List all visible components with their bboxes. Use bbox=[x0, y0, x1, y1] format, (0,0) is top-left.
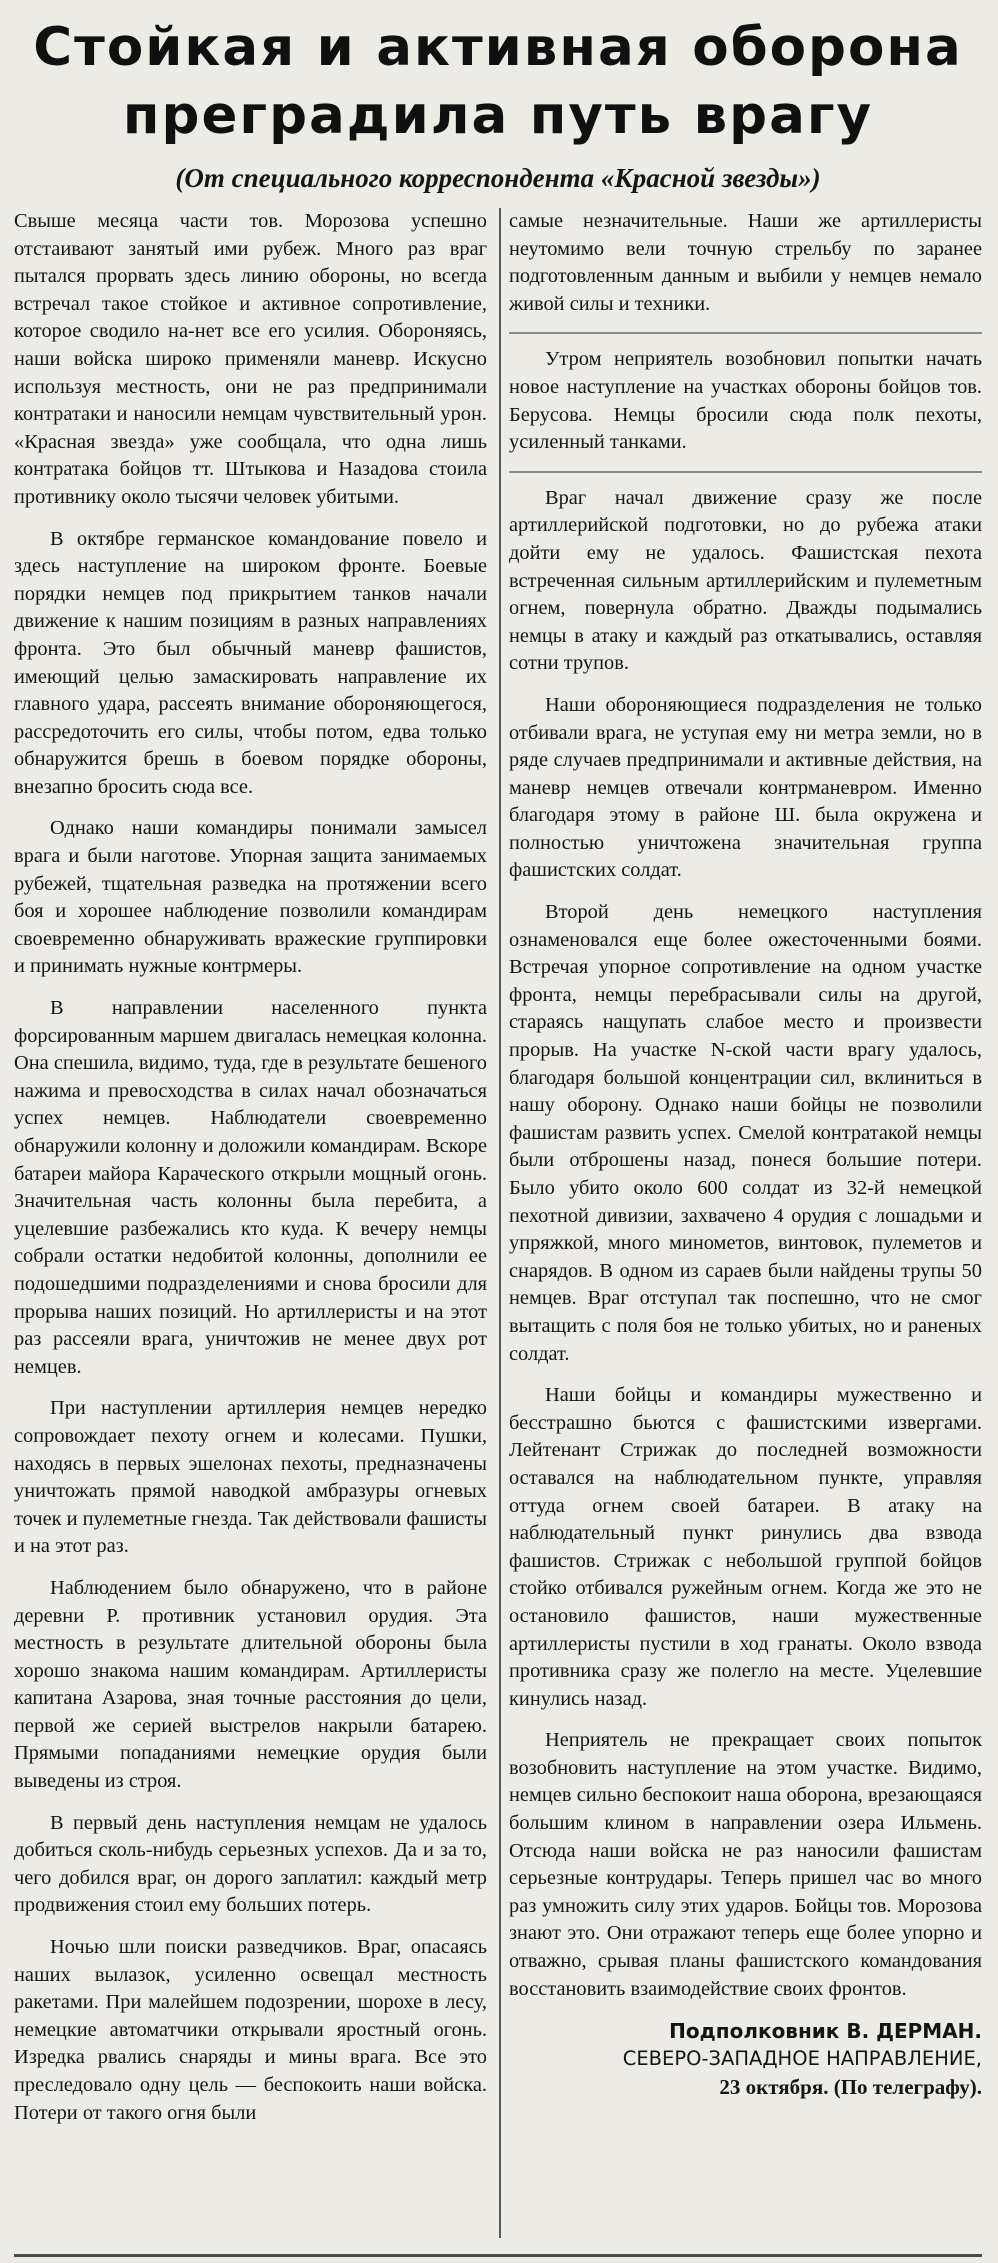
paragraph: Наши бойцы и командиры мужественно и бесстрашно бьются с фашистскими извергами. Лейтенант Стрижак до последней возможности оставался на наблюдательном пункте, управляя оттуда огнем своей батареи. В атаку на наблюдательный пункт ринулись два взвода фашистов. Стрижак с небольшой группой бойцов стойко отбивался ружейным огнем. Когда же это не остановило фашистов, наши мужественные артиллеристы пустили в ход гранаты. Около взвода противника сразу же полегло на месте. Уцелевшие кинулись назад. bbox=[509, 1384, 982, 1710]
paragraph: В первый день наступления немцам не удалось добиться сколь-нибудь серьезных успехов. Да и за то, чего добился враг, он дорого заплатил: каждый метр продвижения стоил ему больших потерь. bbox=[14, 1811, 487, 1917]
paragraph: Наши обороняющиеся подразделения не только отбивали врага, не уступая ему ни метра земли, но в ряде случаев предпринимали и активные действия, на маневр немцев отвечали контрманевром. Именно благодаря этому в районе Ш. была окружена и полностью уничтожена значительная группа фашистских солдат. bbox=[509, 693, 982, 882]
paragraph: Однако наши командиры понимали замысел врага и были наготове. Упорная защита занимаемых рубежей, тщательная разведка на протяжении всего боя и хорошее наблюдение позволили командирам своевременно обнаруживать вражеские группировки и принимать нужные контрмеры. bbox=[14, 817, 487, 978]
paragraph: При наступлении артиллерия немцев нередко сопровождает пехоту огнем и колесами. Пушки, находясь в первых эшелонах пехоты, предназначены уничтожать прямой наводкой амбразуры огневых точек и пулеметные гнезда. Так действовали фашисты и на этот раз. bbox=[14, 1397, 487, 1558]
headline-line-1: Стойкая и активная оборона bbox=[33, 17, 963, 78]
paragraph: В октябре германское командование повело и здесь наступление на широком фронте. Боевые порядки немцев под прикрытием танков начали движение к нашим позициям в разных направлениях фронта. Это был обычный маневр фашистов, имеющий целью замаскировать направление их главного удара, рассеять внимание обороняющегося, рассредоточить его силы, чтобы потом, едва только обнаружится брешь в боевом порядке обороны, внезапно бросить сюда все. bbox=[14, 527, 487, 798]
paragraph: Неприятель не прекращает своих попыток возобновить наступление на этом участке. Видимо, немцев сильно беспокоит наша оборона, врезающаяся большим клином в направлении озера Ильмень. Отсюда наши войска не раз наносили фашистам серьезные контрудары. Теперь пришел час во много раз умножить силу этих ударов. Бойцы тов. Морозова знают это. Они отражают теперь еще более упорно и отважно, срывая планы фашистского командования восстановить взаимодействие своих фронтов. bbox=[509, 1729, 982, 2000]
byline-direction: СЕВЕРО-ЗАПАДНОЕ НАПРАВЛЕНИЕ, bbox=[622, 2047, 982, 2071]
article-body bbox=[14, 208, 982, 2238]
paragraph: Свыше месяца части тов. Морозова успешно отстаивают занятый ими рубеж. Много раз враг пытался прорвать здесь линию обороны, но всегда встречал такое стойкое и активное сопротивление, которое сводило на-нет все его усилия. Обороняясь, наши войска широко применяли маневр. Искусно используя местность, они не раз предпринимали контратаки и наносили немцам чувствительный урон. «Красная звезда» уже сообщала, что одна лишь контратака бойцов тт. Штыкова и Назадова стоила противнику около тысячи человек убитыми. bbox=[14, 210, 487, 508]
byline-date: 23 октября. (По телеграфу). bbox=[719, 2075, 982, 2100]
paragraph: Второй день немецкого наступления ознаменовался еще более ожесточенными боями. Встречая упорное сопротивление на одном участке фронта, немцы перебрасывали силы на другой, стараясь нащупать слабое место и произвести прорыв. На участке N-ской части врагу удалось, благодаря большой концентрации сил, вклиниться в нашу оборону. Однако наши бойцы не позволили фашистам развить успех. Смелой контратакой немцы были отброшены назад, понеся большие потери. Было убито около 600 солдат из 32-й немецкой пехотной дивизии, захвачено 4 орудия с лошадьми и упряжкой, много минометов, винтовок, пулеметов и снарядов. В одном из сараев были найдены трупы 50 немцев. Враг отступал так поспешно, что не смог вытащить с поля боя не только убитых, но и раненых солдат. bbox=[509, 901, 982, 1365]
paragraph: В направлении населенного пункта форсированным маршем двигалась немецкая колонна. Она спешила, видимо, туда, где в результате бешеного нажима и превосходства в силах начал обозначаться успех немцев. Наблюдатели своевременно обнаружили колонну и доложили командирам. Вскоре батареи майора Караческого открыли мощный огонь. Значительная часть колонны была перебита, а уцелевшие разбежались кто куда. К вечеру немцы собрали остатки недобитой колонны, дополнили ее подошедшими подразделениями и снова бросили для прорыва наших позиций. Но артиллеристы и на этот раз рассеяли врага, уничтожив не менее двух рот немцев. bbox=[14, 997, 487, 1378]
byline bbox=[509, 2017, 982, 2101]
right-column bbox=[501, 208, 982, 2238]
left-column bbox=[14, 208, 501, 2238]
byline-author: Подполковник В. ДЕРМАН. bbox=[669, 2019, 982, 2044]
bottom-rule bbox=[14, 2254, 982, 2257]
paragraph: Наблюдением было обнаружено, что в районе деревни Р. противник установил орудия. Эта местность в результате длительной обороны была хорошо знакома нашим командирам. Артиллеристы капитана Азарова, зная точные расстояния до цели, первой же серией выстрелов накрыли батарею. Прямыми попаданиями немецкие орудия были выведены из строя. bbox=[14, 1576, 487, 1793]
article-headline bbox=[14, 0, 982, 150]
headline-line-2: преградила путь врагу bbox=[122, 85, 874, 146]
paragraph: Враг начал движение сразу же после артиллерийской подготовки, но до рубежа атаки дойти ему не удалось. Фашистская пехота встреченная сильным артиллерийским и пулеметным огнем, повернула обратно. Дважды подымались немцы в атаку и каждый раз откатывались, оставляя сотни трупов. bbox=[509, 486, 982, 675]
article-subtitle: (От специального корреспондента «Красной звезды») bbox=[175, 163, 821, 193]
paragraph: Ночью шли поиски разведчиков. Враг, опасаясь наших вылазок, усиленно освещал местность ракетами. При малейшем подозрении, шорохе в лесу, немецкие автоматчики открывали яростный огонь. Изредка рвались снаряды и мины врага. Все это преследовало одну цель — беспокоить наши войска. Потери от такого огня были bbox=[14, 1936, 487, 2124]
section-divider bbox=[509, 332, 982, 334]
section-divider bbox=[509, 471, 982, 473]
paragraph: самые незначительные. Наши же артиллеристы неутомимо вели точную стрельбу по заранее подготовленным данным и выбили у немцев немало живой силы и техники. bbox=[509, 210, 982, 315]
paragraph: Утром неприятель возобновил попытки начать новое наступление на участках обороны бойцов тов. Берусова. Немцы бросили сюда полк пехоты, усиленный танками. bbox=[509, 348, 982, 454]
